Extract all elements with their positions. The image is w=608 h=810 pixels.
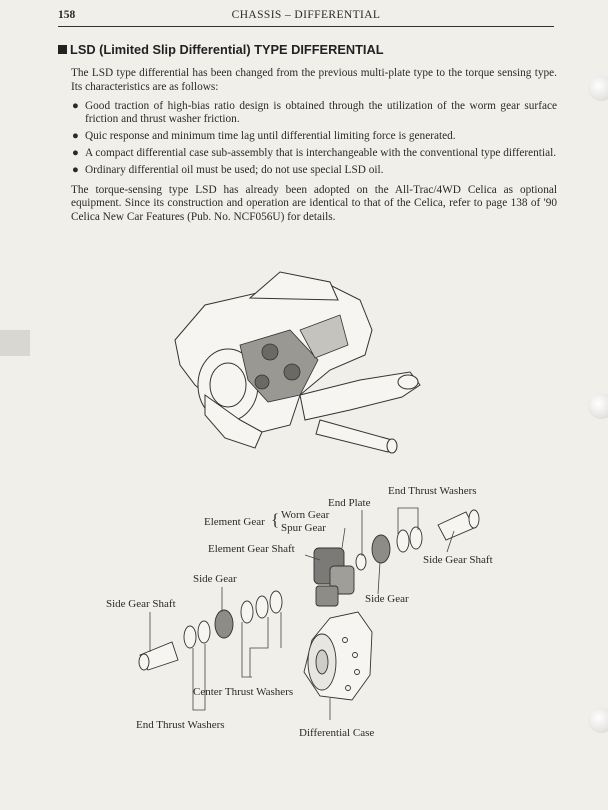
- bullet-icon: ●: [72, 130, 79, 143]
- section-title-text: LSD (Limited Slip Differential) TYPE DIFFERENTIAL: [70, 42, 384, 57]
- brace-icon: {: [271, 510, 280, 529]
- differential-case-label: Differential Case: [299, 727, 375, 739]
- element-gear-shaft-label: Element Gear Shaft: [208, 543, 295, 555]
- end-plate-label: End Plate: [328, 497, 371, 509]
- side-gear-shaft-left-label: Side Gear Shaft: [106, 598, 176, 610]
- closing-paragraph: The torque-sensing type LSD has already been adopted on the All-Trac/4WD Celica as optional equipment. Since its construction and operation are identical to that of the Celica, refer to page 138 of '90 Celica New Car Features (Pub. No. NCF056U) for details.: [71, 183, 557, 224]
- side-gear-left-label: Side Gear: [193, 573, 237, 585]
- list-item: ● A compact differential case sub-assembly that is interchangeable with the conventional type differential.: [72, 146, 557, 159]
- side-gear-shaft-right-label: Side Gear Shaft: [423, 554, 493, 566]
- list-item: ● Good traction of high-bias ratio design is obtained through the utilization of the worm gear surface friction and thrust washer friction.: [72, 99, 557, 126]
- element-gear-label: Element Gear: [204, 516, 265, 528]
- center-thrust-washers-label: Center Thrust Washers: [193, 686, 294, 698]
- list-item: ● Quic response and minimum time lag until differential limiting force is generated.: [72, 130, 456, 143]
- end-thrust-washers-bottom-label: End Thrust Washers: [136, 719, 225, 731]
- spur-gear-label: Spur Gear: [281, 522, 326, 534]
- worm-gear-label: Worn Gear: [281, 509, 330, 521]
- end-thrust-washers-top-label: End Thrust Washers: [388, 485, 477, 497]
- page-number: 158: [58, 9, 76, 21]
- running-head: CHASSIS – DIFFERENTIAL: [231, 9, 381, 21]
- intro-paragraph: The LSD type differential has been changed from the previous multi-plate type to the torque sensing type. Its characteristics are as follows:: [71, 67, 557, 93]
- bullet-icon: ●: [72, 163, 79, 176]
- bullet-icon: ●: [72, 146, 79, 159]
- list-item: ● Ordinary differential oil must be used; do not use special LSD oil.: [72, 163, 384, 176]
- side-gear-right-label: Side Gear: [365, 593, 409, 605]
- bullet-icon: ●: [72, 99, 79, 112]
